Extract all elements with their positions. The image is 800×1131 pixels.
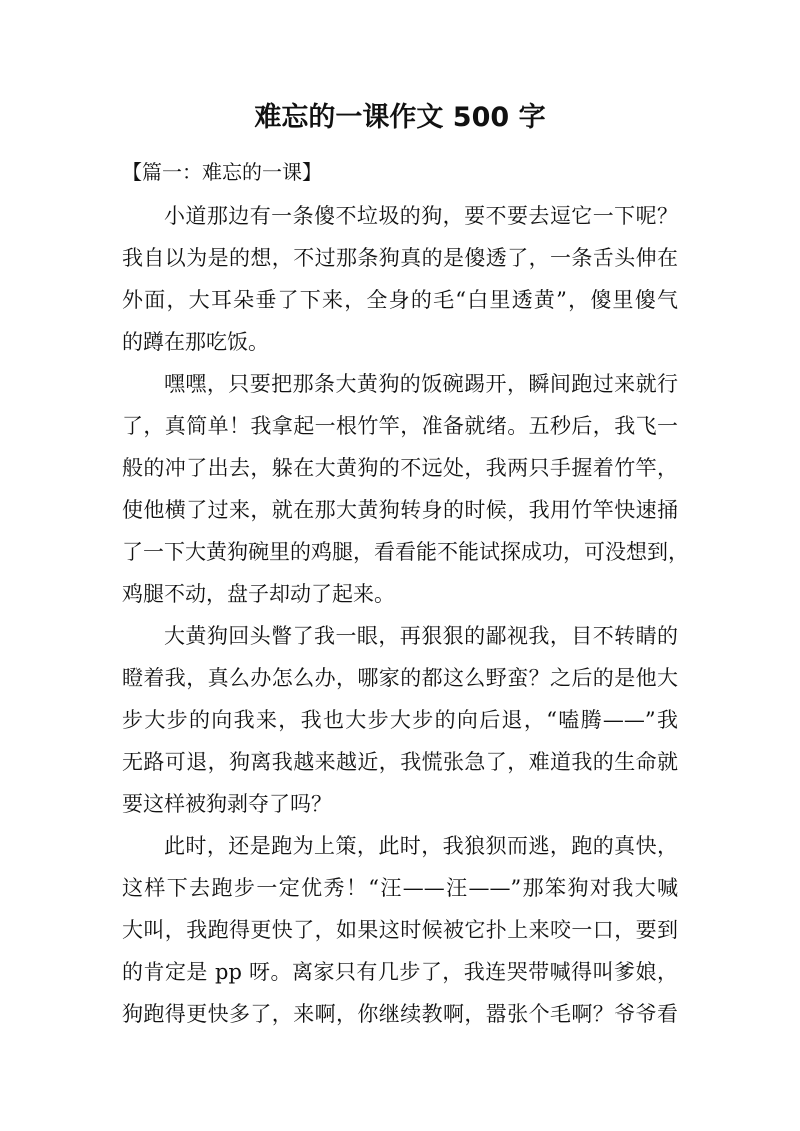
text-line: 大黄狗回头瞥了我一眼，再狠狠的鄙视我，目不转睛的	[164, 624, 678, 648]
text-line: 鸡腿不动，盘子却动了起来。	[122, 582, 395, 606]
text-line: 的肯定是 pp 呀。离家只有几步了，我连哭带喊得叫爹娘，	[122, 960, 678, 984]
text-line: 瞪着我，真么办怎么办，哪家的都这么野蛮？之后的是他大	[122, 666, 678, 690]
text-line: 小道那边有一条傻不垃圾的狗，要不要去逗它一下呢？	[164, 204, 678, 228]
text-line: 步大步的向我来，我也大步大步的向后退，“嗑腾——”我	[122, 708, 678, 732]
text-line: 外面，大耳朵垂了下来，全身的毛“白里透黄”，傻里傻气	[122, 288, 678, 312]
text-line: 大叫，我跑得更快了，如果这时候被它扑上来咬一口，要到	[122, 918, 678, 942]
text-line: 嘿嘿，只要把那条大黄狗的饭碗踢开，瞬间跑过来就行	[164, 372, 678, 396]
text-line: 无路可退，狗离我越来越近，我慌张急了，难道我的生命就	[122, 750, 678, 774]
text-line: 般的冲了出去，躲在大黄狗的不远处，我两只手握着竹竿，	[122, 456, 678, 480]
text-line: 使他横了过来，就在那大黄狗转身的时候，我用竹竿快速捅	[122, 498, 678, 522]
text-line: 此时，还是跑为上策，此时，我狼狈而逃，跑的真快，	[164, 834, 678, 858]
text-line: 狗跑得更快多了，来啊，你继续教啊，嚣张个毛啊？爷爷看	[122, 1002, 678, 1026]
section-heading: 【篇一：难忘的一课】	[122, 160, 322, 184]
text-line: 这样下去跑步一定优秀！“汪——汪——”那笨狗对我大喊	[122, 876, 678, 900]
text-line: 了一下大黄狗碗里的鸡腿，看看能不能试探成功，可没想到，	[122, 540, 689, 564]
text-line: 要这样被狗剥夺了吗？	[122, 792, 332, 816]
document-title: 难忘的一课作文 500 字	[254, 102, 546, 133]
text-line: 了，真简单！我拿起一根竹竿，准备就绪。五秒后，我飞一	[122, 414, 678, 438]
text-line: 我自以为是的想，不过那条狗真的是傻透了，一条舌头伸在	[122, 246, 678, 270]
text-line: 的蹲在那吃饭。	[122, 330, 269, 354]
